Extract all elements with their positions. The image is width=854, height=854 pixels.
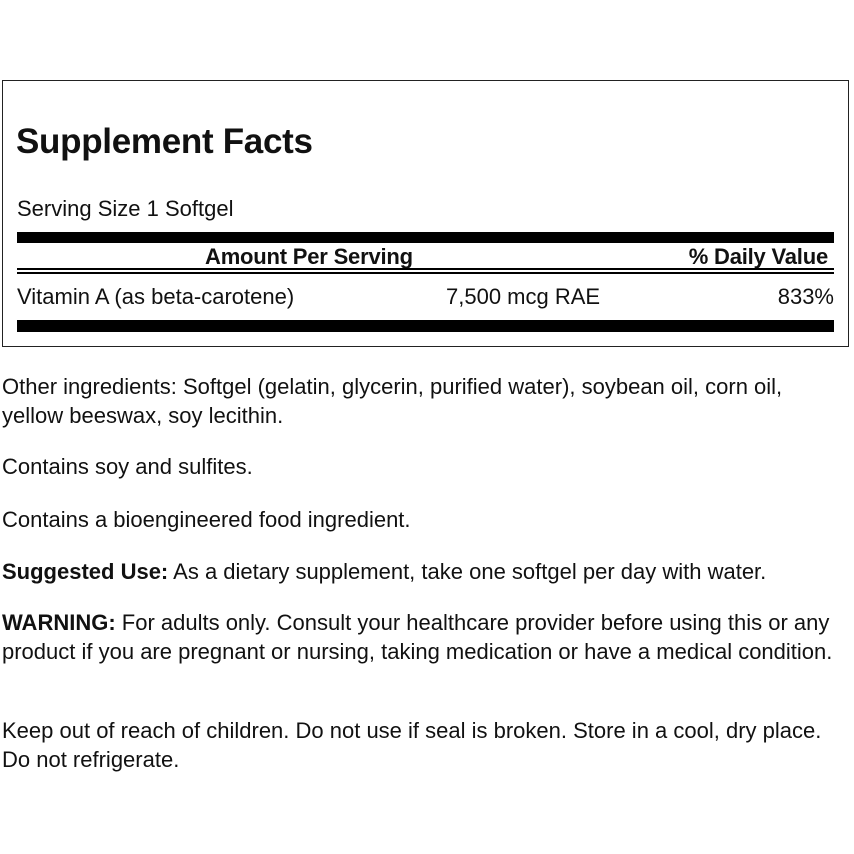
suggested-use-label: Suggested Use: xyxy=(2,559,169,584)
storage-statement: Keep out of reach of children. Do not use if seal is broken. Store in a cool, dry place. Do not refrigerate. xyxy=(2,718,822,772)
supplement-facts-title: Supplement Facts xyxy=(16,122,313,161)
nutrient-daily-value: 833% xyxy=(777,284,834,309)
amount-per-serving-header: Amount Per Serving xyxy=(205,244,413,269)
suggested-use-text: As a dietary supplement, take one softgel per day with water. xyxy=(168,559,767,584)
thick-divider-top xyxy=(17,232,834,243)
nutrient-row xyxy=(17,284,834,310)
serving-size: Serving Size 1 Softgel xyxy=(17,196,234,221)
allergen-statement: Contains soy and sulfites. xyxy=(2,454,253,479)
bioengineered-statement: Contains a bioengineered food ingredient. xyxy=(2,507,411,532)
other-ingredients: Other ingredients: Softgel (gelatin, glycerin, purified water), soybean oil, corn oil, yellow beeswax, soy lecithin. xyxy=(2,374,783,428)
nutrient-name: Vitamin A (as beta-carotene) xyxy=(17,284,295,309)
warning xyxy=(2,608,842,666)
facts-header-row xyxy=(17,244,834,268)
warning-label: WARNING: xyxy=(2,610,116,635)
daily-value-header: % Daily Value xyxy=(688,244,828,269)
nutrient-amount: 7,500 mcg RAE xyxy=(446,284,601,309)
warning-text: For adults only. Consult your healthcare provider before using this or any product if you are pregnant or nursing, taking medication or have a medical condition. xyxy=(2,610,833,664)
suggested-use xyxy=(2,557,842,586)
double-divider xyxy=(17,268,834,274)
thick-divider-bottom xyxy=(17,320,834,332)
